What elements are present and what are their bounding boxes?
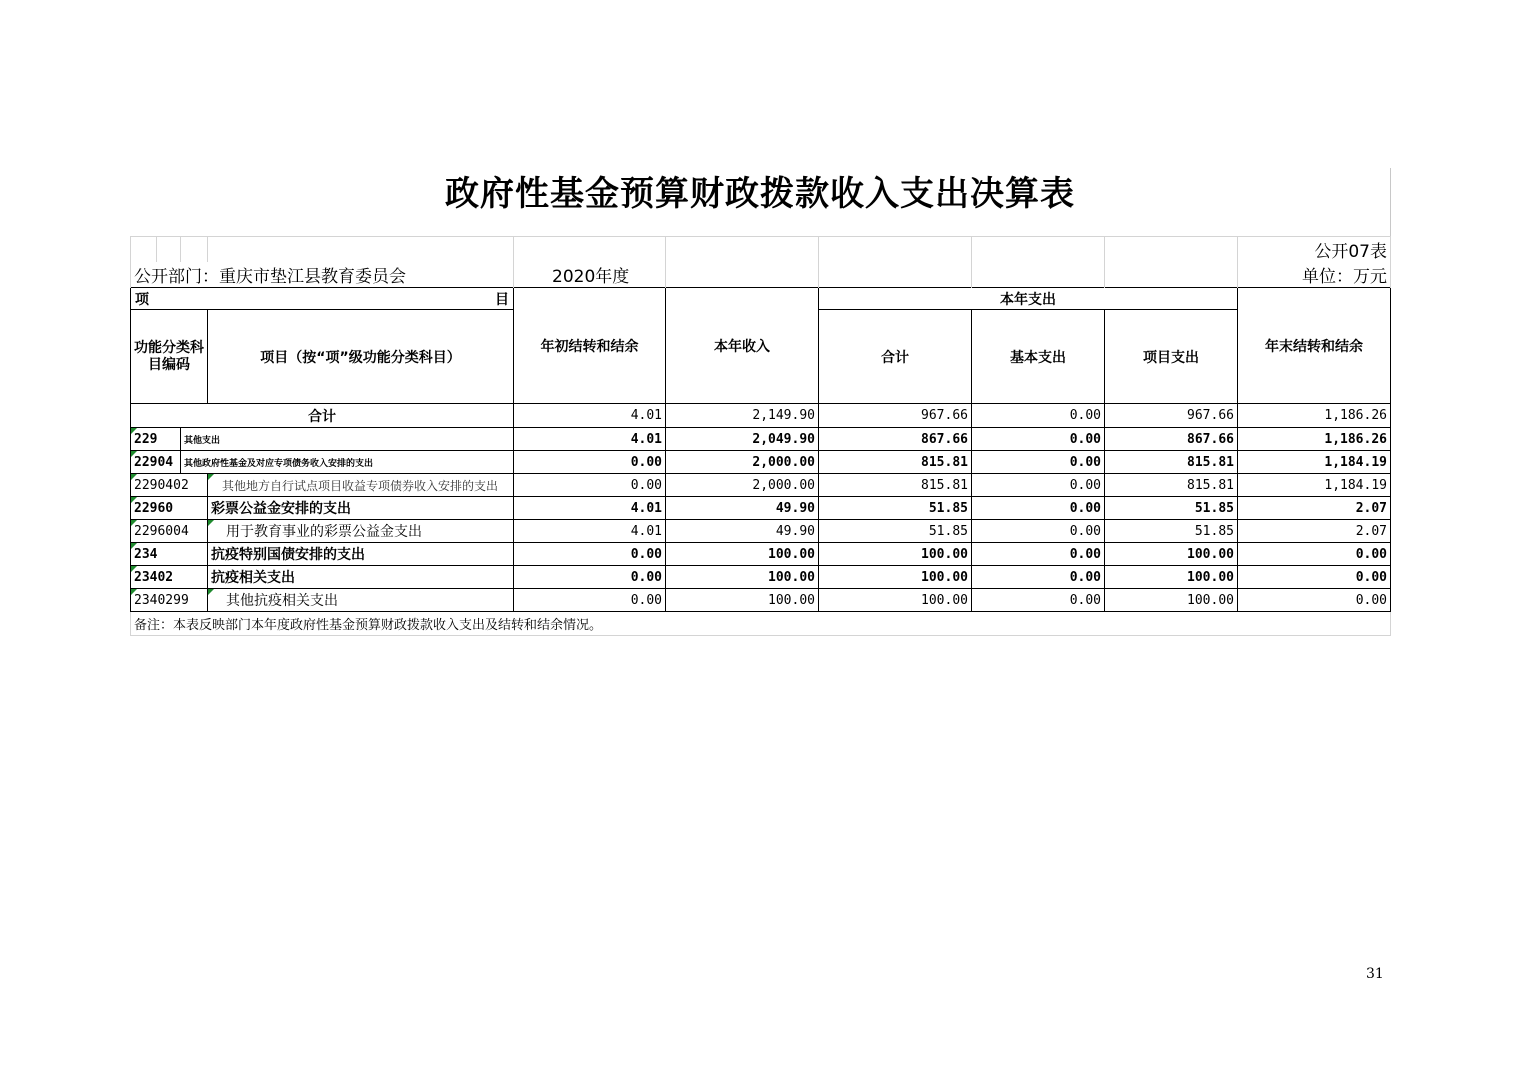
row-basic: 0.00	[972, 520, 1105, 543]
page-number: 31	[1366, 966, 1384, 982]
row-end: 1,184.19	[1238, 451, 1391, 474]
row-project: 100.00	[1105, 543, 1238, 566]
row-end: 1,186.26	[1238, 428, 1391, 451]
report-year: 2020年度	[514, 262, 666, 288]
row-code: 2296004	[131, 520, 208, 543]
row-total: 867.66	[819, 428, 972, 451]
row-name: 用于教育事业的彩票公益金支出	[208, 520, 514, 543]
note-row	[131, 612, 1391, 636]
table-row	[131, 543, 1391, 566]
row-begin: 0.00	[514, 451, 666, 474]
row-end: 2.07	[1238, 520, 1391, 543]
total-begin: 4.01	[514, 404, 666, 428]
header-expense-group: 本年支出	[819, 288, 1238, 310]
row-total: 100.00	[819, 566, 972, 589]
row-name: 其他政府性基金及对应专项债务收入安排的支出	[181, 451, 514, 474]
header-end-balance: 年末结转和结余	[1238, 288, 1391, 404]
row-begin: 0.00	[514, 566, 666, 589]
row-begin: 4.01	[514, 520, 666, 543]
row-begin: 0.00	[514, 474, 666, 497]
row-project: 815.81	[1105, 451, 1238, 474]
table-row	[131, 451, 1391, 474]
row-basic: 0.00	[972, 428, 1105, 451]
row-end: 2.07	[1238, 497, 1391, 520]
total-project: 967.66	[1105, 404, 1238, 428]
row-code: 234	[131, 543, 208, 566]
item-header: 项 目	[131, 288, 514, 310]
row-name: 抗疫特别国债安排的支出	[208, 543, 514, 566]
row-code: 23402	[131, 566, 208, 589]
row-end: 1,184.19	[1238, 474, 1391, 497]
table-row	[131, 474, 1391, 497]
header-item-name: 项目（按“项”级功能分类科目）	[208, 310, 514, 404]
row-end: 0.00	[1238, 543, 1391, 566]
row-name: 抗疫相关支出	[208, 566, 514, 589]
row-code: 229	[131, 428, 181, 451]
row-income: 49.90	[666, 520, 819, 543]
row-income: 2,049.90	[666, 428, 819, 451]
row-project: 867.66	[1105, 428, 1238, 451]
table-row	[131, 428, 1391, 451]
header-total: 合计	[819, 310, 972, 404]
row-basic: 0.00	[972, 543, 1105, 566]
header-project: 项目支出	[1105, 310, 1238, 404]
row-income: 2,000.00	[666, 474, 819, 497]
header-row-1	[131, 288, 1391, 310]
row-begin: 4.01	[514, 428, 666, 451]
total-basic: 0.00	[972, 404, 1105, 428]
table-row	[131, 497, 1391, 520]
total-end: 1,186.26	[1238, 404, 1391, 428]
table-row	[131, 566, 1391, 589]
total-row	[131, 404, 1391, 428]
row-code: 22904	[131, 451, 181, 474]
row-income: 100.00	[666, 566, 819, 589]
total-label: 合计	[131, 404, 514, 428]
row-code: 2290402	[131, 474, 208, 497]
row-total: 51.85	[819, 497, 972, 520]
row-name: 彩票公益金安排的支出	[208, 497, 514, 520]
row-basic: 0.00	[972, 451, 1105, 474]
table-note: 备注：本表反映部门本年度政府性基金预算财政拨款收入支出及结转和结余情况。	[131, 612, 1391, 636]
header-code: 功能分类科目编码	[131, 310, 208, 404]
row-project: 100.00	[1105, 566, 1238, 589]
total-expense: 967.66	[819, 404, 972, 428]
row-total: 100.00	[819, 543, 972, 566]
row-basic: 0.00	[972, 497, 1105, 520]
form-number-row	[131, 237, 1391, 263]
budget-table	[130, 236, 1391, 636]
row-total: 815.81	[819, 474, 972, 497]
department-label: 公开部门：重庆市垫江县教育委员会	[131, 262, 514, 288]
row-income: 100.00	[666, 543, 819, 566]
row-name: 其他抗疫相关支出	[208, 589, 514, 612]
row-income: 100.00	[666, 589, 819, 612]
row-begin: 4.01	[514, 497, 666, 520]
row-basic: 0.00	[972, 474, 1105, 497]
row-name: 其他地方自行试点项目收益专项债券收入安排的支出	[208, 474, 514, 497]
row-code: 2340299	[131, 589, 208, 612]
row-project: 51.85	[1105, 520, 1238, 543]
row-total: 100.00	[819, 589, 972, 612]
total-income: 2,149.90	[666, 404, 819, 428]
unit-label: 单位：万元	[1238, 262, 1391, 288]
row-basic: 0.00	[972, 589, 1105, 612]
row-project: 51.85	[1105, 497, 1238, 520]
row-end: 0.00	[1238, 589, 1391, 612]
row-code: 22960	[131, 497, 208, 520]
row-end: 0.00	[1238, 566, 1391, 589]
row-total: 51.85	[819, 520, 972, 543]
table-row	[131, 589, 1391, 612]
report-title: 政府性基金预算财政拨款收入支出决算表	[130, 168, 1391, 236]
header-begin-balance: 年初结转和结余	[514, 288, 666, 404]
row-name: 其他支出	[181, 428, 514, 451]
row-basic: 0.00	[972, 566, 1105, 589]
table-row	[131, 520, 1391, 543]
row-total: 815.81	[819, 451, 972, 474]
row-begin: 0.00	[514, 589, 666, 612]
header-basic: 基本支出	[972, 310, 1105, 404]
row-income: 2,000.00	[666, 451, 819, 474]
row-income: 49.90	[666, 497, 819, 520]
form-number: 公开07表	[1238, 237, 1391, 263]
header-income: 本年收入	[666, 288, 819, 404]
row-begin: 0.00	[514, 543, 666, 566]
row-project: 100.00	[1105, 589, 1238, 612]
department-row	[131, 262, 1391, 288]
row-project: 815.81	[1105, 474, 1238, 497]
